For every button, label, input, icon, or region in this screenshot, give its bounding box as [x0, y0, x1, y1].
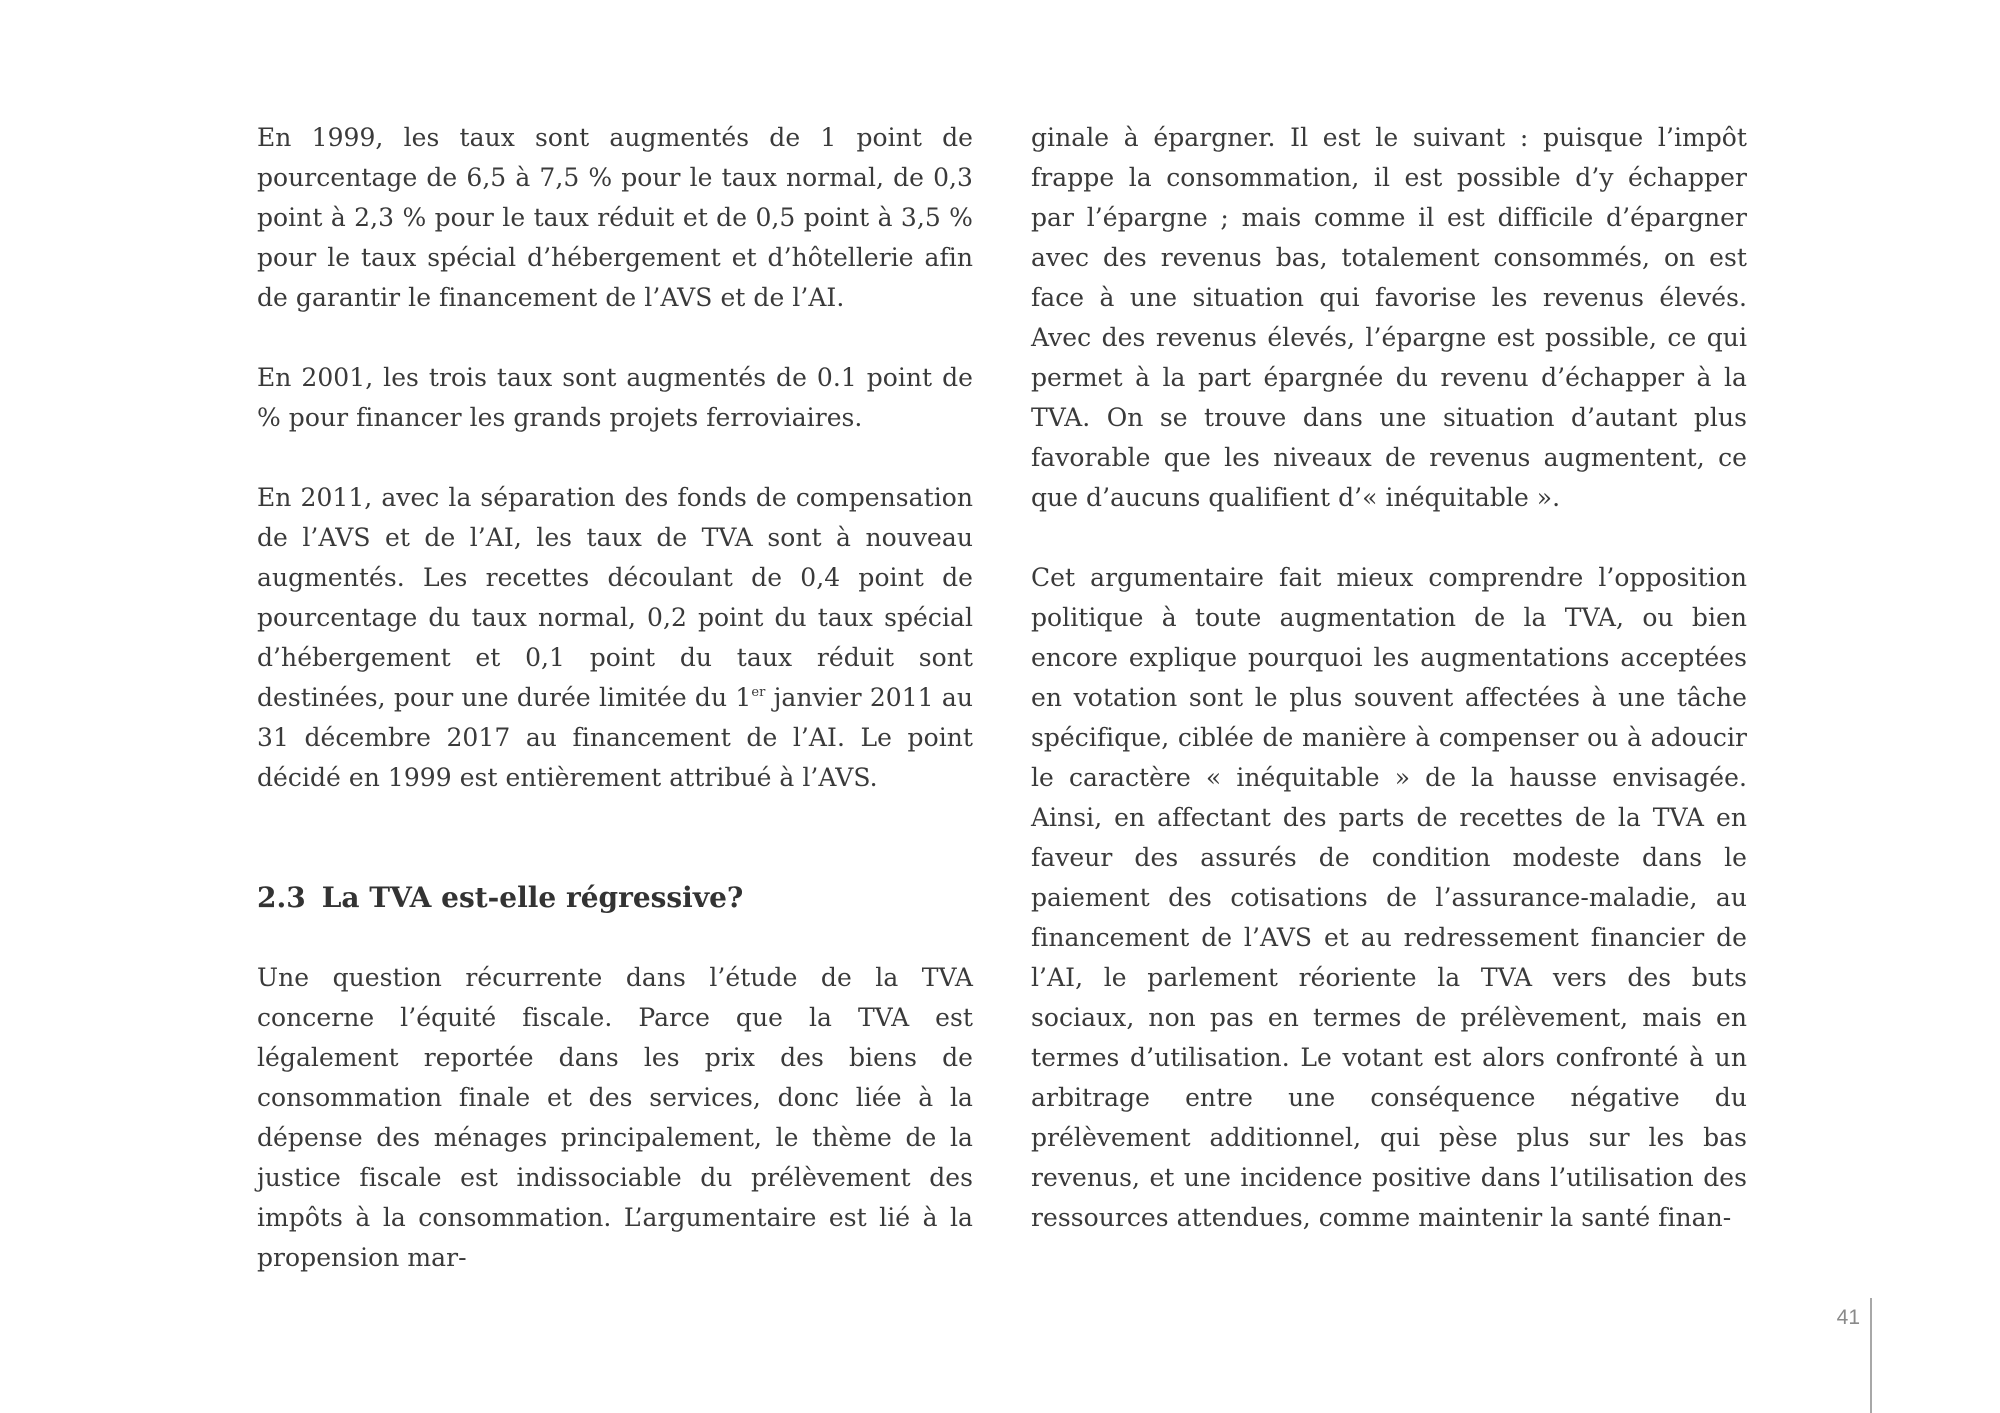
ordinal-superscript: er: [751, 685, 766, 700]
paragraph-equity-question: Une question récurrente dans l’étude de la TVA concerne l’équité fiscale. Parce que la TVA est légalement reportée dans les prix des biens de consommation finale et des services, donc liée à la dépense des ménages principalement, le thème de la justice fiscale est indissociable du prélèvement des impôts à la consommation. L’argumentaire est lié à la propension mar-: [257, 963, 973, 1272]
right-text-column: [1031, 118, 1747, 1238]
paragraph-political-opposition: Cet argumentaire fait mieux comprendre l’opposition politique à toute augmentation de la TVA, ou bien encore explique pourquoi les augmentations acceptées en votation sont le plus souvent affectées à une tâche spécifique, ciblée de manière à compenser ou à adoucir le caractère « inéquitable » de la hausse envisagée. Ainsi, en affectant des parts de recettes de la TVA en faveur des assurés de condition modeste dans le paiement des cotisations de l’assurance-maladie, au financement de l’AVS et au redressement financier de l’AI, le parlement réoriente la TVA vers des buts sociaux, non pas en termes de prélèvement, mais en termes d’utilisation. Le votant est alors confronté à un arbitrage entre une conséquence négative du prélèvement additionnel, qui pèse plus sur les bas revenus, et une incidence positive dans l’utilisation des ressources attendues, comme maintenir la santé finan-: [1031, 563, 1747, 1232]
left-text-column: [257, 118, 973, 1278]
page-number: 41: [1836, 1306, 1860, 1329]
section-number: 2.3: [257, 881, 306, 914]
paragraph-2011-rates: [257, 478, 973, 798]
section-heading: [257, 878, 973, 918]
page-margin-rule: [1870, 1298, 1872, 1413]
paragraph-1999-rates: En 1999, les taux sont augmentés de 1 point de pourcentage de 6,5 à 7,5 % pour le taux normal, de 0,3 point à 2,3 % pour le taux réduit et de 0,5 point à 3,5 % pour le taux spécial d’hébergement et d’hôtellerie afin de garantir le financement de l’AVS et de l’AI.: [257, 123, 973, 312]
paragraph-2001-rates: En 2001, les trois taux sont augmentés de 0.1 point de % pour financer les grands projets ferroviaires.: [257, 363, 973, 432]
paragraph-2011-text-start: En 2011, avec la séparation des fonds de compensation de l’AVS et de l’AI, les taux de TVA sont à nouveau augmentés. Les recettes découlant de 0,4 point de pourcentage du taux normal, 0,2 point du taux spécial d’hébergement et 0,1 point du taux réduit sont destinées, pour une durée limitée du 1: [257, 483, 973, 712]
paragraph-2011-text-end: janvier 2011 au 31 décembre 2017 au financement de l’AI. Le point décidé en 1999 est entièrement attribué à l’AVS.: [257, 683, 973, 792]
paragraph-savings-argument: ginale à épargner. Il est le suivant : puisque l’impôt frappe la consommation, il est possible d’y échapper par l’épargne ; mais comme il est difficile d’épargner avec des revenus bas, totalement consommés, on est face à une situation qui favorise les revenus élevés. Avec des revenus élevés, l’épargne est possible, ce qui permet à la part épargnée du revenu d’échapper à la TVA. On se trouve dans une situation d’autant plus favorable que les niveaux de revenus augmentent, ce que d’aucuns qualifient d’« inéquitable ».: [1031, 123, 1747, 512]
section-title: La TVA est-elle régressive?: [321, 881, 744, 914]
